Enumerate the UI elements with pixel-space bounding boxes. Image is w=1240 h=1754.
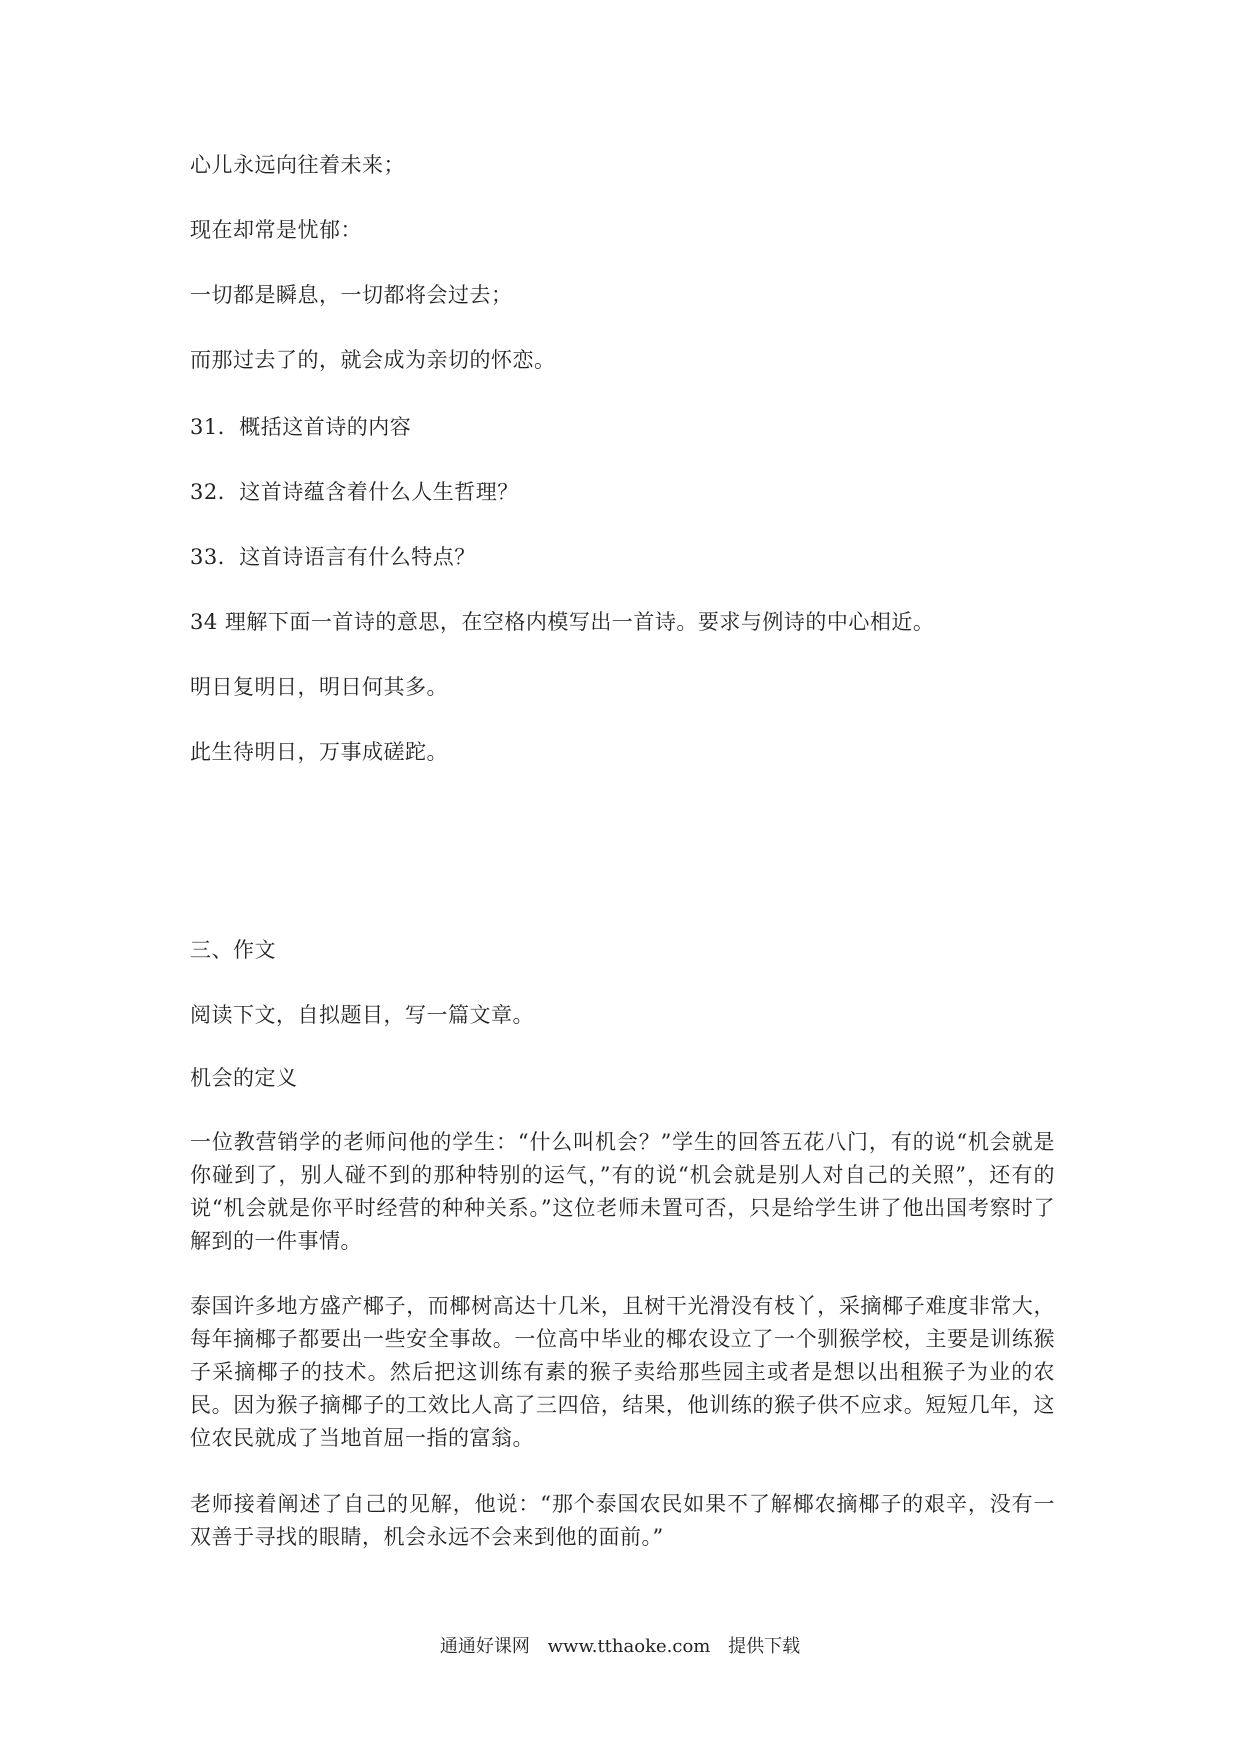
- article-paragraph-2: 泰国许多地方盛产椰子，而椰树高达十几米，且树干光滑没有枝丫，采摘椰子难度非常大，每年摘椰子都要出一些安全事故。一位高中毕业的椰农设立了一个驯猴学校，主要是训练猴子采摘椰子的技术。然后把这训练有素的猴子卖给那些园主或者是想以出租猴子为业的农民。因为猴子摘椰子的工效比人高了三四倍，结果，他训练的猴子供不应求。短短几年，这位农民就成了当地首屈一指的富翁。: [190, 1294, 1055, 1450]
- article-paragraph-1: 一位教营销学的老师问他的学生：“什么叫机会？”学生的回答五花八门，有的说“机会就是你碰到了，别人碰不到的那种特别的运气，”有的说“机会就是别人对自己的关照”，还有的说“机会就是你平时经营的种种关系。”这位老师未置可否，只是给学生讲了他出国考察时了解到的一件事情。: [190, 1130, 1055, 1253]
- footer-url: www.tthaoke.com: [547, 1636, 711, 1657]
- question-34: 34 理解下面一首诗的意思，在空格内模写出一首诗。要求与例诗的中心相近。: [190, 610, 935, 634]
- footer-suffix: 提供下载: [728, 1636, 801, 1657]
- article-paragraph-3: 老师接着阐述了自己的见解，他说：“那个泰国农民如果不了解椰农摘椰子的艰辛，没有一双善于寻找的眼睛，机会永远不会来到他的面前。”: [190, 1492, 1055, 1549]
- essay-instruction: 阅读下文，自拟题目，写一篇文章。: [190, 1003, 534, 1027]
- page-footer: [0, 1635, 1240, 1659]
- poem-line-3: 一切都是瞬息，一切都将会过去；: [190, 283, 513, 307]
- question-31: 31．概括这首诗的内容: [190, 415, 412, 439]
- section-title: 三、作文: [190, 938, 276, 962]
- question-33: 33．这首诗语言有什么特点？: [190, 545, 476, 569]
- example-poem-line-2: 此生待明日，万事成磋跎。: [190, 740, 448, 764]
- question-32: 32．这首诗蕴含着什么人生哲理？: [190, 480, 519, 504]
- poem-line-4: 而那过去了的，就会成为亲切的怀恋。: [190, 348, 556, 372]
- poem-line-2: 现在却常是忧郁：: [190, 218, 362, 242]
- article-title: 机会的定义: [190, 1066, 298, 1090]
- footer-site-name: 通通好课网: [439, 1636, 530, 1657]
- poem-line-1: 心儿永远向往着未来；: [190, 153, 405, 177]
- example-poem-line-1: 明日复明日，明日何其多。: [190, 675, 448, 699]
